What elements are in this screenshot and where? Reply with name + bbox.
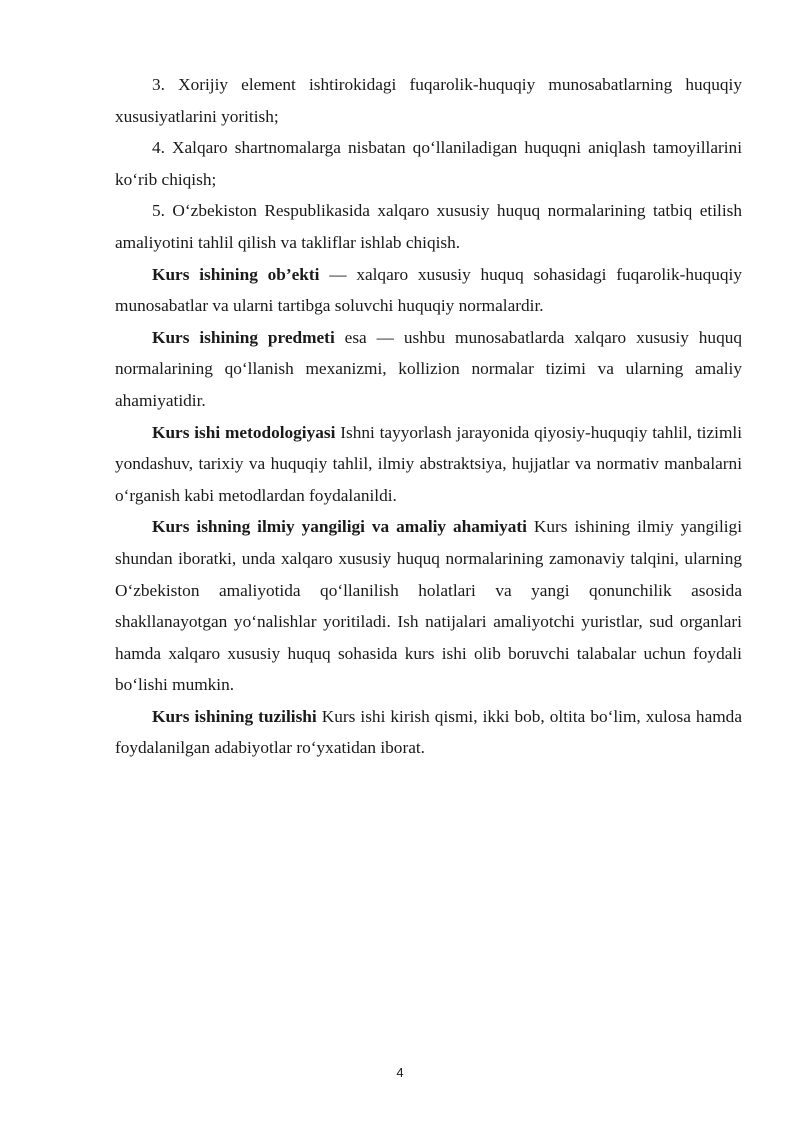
list-item-3 <box>115 69 742 132</box>
list-item-4 <box>115 132 742 195</box>
object-heading: Kurs ishining ob’ekti <box>152 264 320 284</box>
object-text: — xalqaro xususiy huquq sohasidagi fuqarolik-huquqiy munosabatlar va ularni tartibga soluvchi huquqiy normalardir. <box>115 264 742 316</box>
subject-heading: Kurs ishining predmeti <box>152 327 335 347</box>
novelty-heading: Kurs ishning ilmiy yangiligi va amaliy ahamiyati <box>152 517 527 537</box>
subject-paragraph <box>115 322 742 417</box>
novelty-text: Kurs ishining ilmiy yangiligi shundan iboratki, unda xalqaro xususiy huquq normalarining zamonaviy talqini, ularning O‘zbekiston amaliyotida qo‘llanilish holatlari va yangi qonunchilik asosida shakllanayotgan yo‘nalishlar yoritiladi. Ish natijalari amaliyotchi yuristlar, sud organlari hamda xalqaro xususiy huquq sohasida kurs ishi olib boruvchi talabalar uchun foydali bo‘lishi mumkin. <box>115 517 743 695</box>
subject-text: esa — ushbu munosabatlarda xalqaro xususiy huquq normalarining qo‘llanish mexanizmi, kollizion normalar tizimi va ularning amaliy ahamiyatidir. <box>115 327 742 410</box>
methodology-heading: Kurs ishi metodologiyasi <box>152 422 336 442</box>
list-item-5-text: 5. O‘zbekiston Respublikasida xalqaro xususiy huquq normalarining tatbiq etilish amaliyotini tahlil qilish va takliflar ishlab chiqish. <box>115 201 742 252</box>
list-item-4-text: 4. Xalqaro shartnomalarga nisbatan qo‘llaniladigan huquqni aniqlash tamoyillarini ko‘rib chiqish; <box>115 138 742 189</box>
methodology-text: Ishni tayyorlash jarayonida qiyosiy-huquqiy tahlil, tizimli yondashuv, tarixiy va huquqiy tahlil, ilmiy abstraktsiya, hujjatlar va normativ manbalarni o‘rganish kabi metodlardan foydalanildi. <box>115 422 742 505</box>
structure-heading: Kurs ishining tuzilishi <box>152 706 317 726</box>
list-item-5 <box>115 195 742 258</box>
methodology-paragraph <box>115 417 742 512</box>
object-paragraph <box>115 259 742 322</box>
structure-paragraph <box>115 701 742 764</box>
page-body <box>115 69 742 764</box>
structure-text: Kurs ishi kirish qismi, ikki bob, oltita bo‘lim, xulosa hamda foydalanilgan adabiyotlar ro‘yxatidan iborat. <box>115 706 742 758</box>
novelty-paragraph <box>115 511 742 701</box>
list-item-3-text: 3. Xorijiy element ishtirokidagi fuqarolik-huquqiy munosabatlarning huquqiy xususiyatlarini yoritish; <box>115 75 742 126</box>
page-number: 4 <box>396 1065 404 1080</box>
